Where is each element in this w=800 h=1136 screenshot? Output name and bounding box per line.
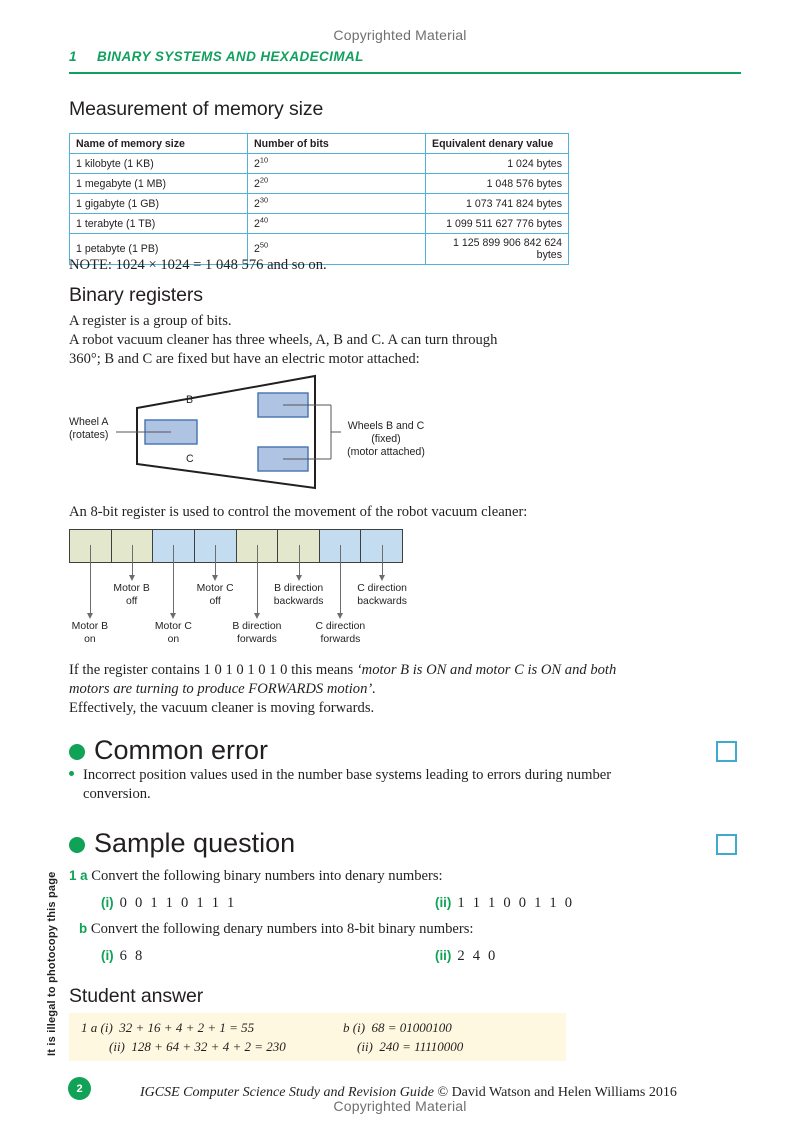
table-row bbox=[70, 154, 569, 174]
cell-number-of-bits: $2^{40}$ bbox=[248, 214, 426, 234]
registers-line-2: A robot vacuum cleaner has three wheels, A, B and C. A can turn through bbox=[69, 332, 498, 348]
callout-arrow-head-6 bbox=[296, 575, 302, 581]
watermark-top: Copyrighted Material bbox=[333, 27, 467, 43]
callout-arrow-head-4 bbox=[212, 575, 218, 581]
register-label-callouts bbox=[69, 529, 489, 649]
cell-memory-name: 1 kilobyte (1 KB) bbox=[70, 154, 248, 174]
callout-line2: forwards bbox=[320, 633, 361, 645]
page-number-badge: 2 bbox=[68, 1077, 91, 1100]
student-answer-a-ii: (ii) 128 + 64 + 32 + 4 + 2 = 230 bbox=[109, 1039, 286, 1054]
question-1b-ii bbox=[435, 946, 498, 966]
table-row bbox=[70, 214, 569, 234]
robot-vacuum-diagram bbox=[69, 368, 489, 496]
callout-arrow-head-5 bbox=[254, 613, 260, 619]
running-head bbox=[69, 49, 741, 64]
header-rule bbox=[69, 72, 741, 74]
question-1b bbox=[79, 919, 473, 939]
callout-line2: on bbox=[167, 633, 180, 645]
common-error-bullet-text: Incorrect position values used in the number base systems leading to errors during number conversion. bbox=[83, 767, 612, 802]
table-row bbox=[70, 194, 569, 214]
register-intro-text: An 8-bit register is used to control the movement of the robot vacuum cleaner: bbox=[69, 504, 528, 520]
sample-question-heading bbox=[69, 828, 295, 859]
common-error-bullet bbox=[69, 766, 649, 804]
student-answer-a-i: 1 a (i) 32 + 16 + 4 + 2 + 1 = 55 bbox=[81, 1020, 255, 1035]
register-callout-label-8 bbox=[327, 583, 437, 608]
callout-line2: forwards bbox=[236, 633, 277, 645]
wheel-b-letter: B bbox=[186, 394, 194, 406]
cell-denary-value: 1 024 bytes bbox=[426, 154, 569, 174]
exponent: 50 bbox=[259, 240, 269, 250]
register-callout-label-7 bbox=[285, 621, 395, 646]
common-error-checkbox[interactable] bbox=[716, 741, 737, 762]
callout-line2: off bbox=[209, 595, 221, 607]
photocopy-notice: It is illegal to photocopy this page bbox=[46, 871, 58, 1056]
callout-line2: on bbox=[84, 633, 96, 645]
registers-line-1: A register is a group of bits. bbox=[69, 313, 232, 329]
callout-line2: backwards bbox=[357, 595, 407, 607]
heading-student-answer: Student answer bbox=[69, 985, 204, 1007]
cell-number-of-bits: $2^{20}$ bbox=[248, 174, 426, 194]
callout-line2: backwards bbox=[273, 595, 324, 607]
sample-question-title: Sample question bbox=[94, 828, 296, 858]
meaning-prefix: If the register contains bbox=[69, 662, 204, 678]
column-header-name: Name of memory size bbox=[70, 134, 248, 154]
common-error-heading bbox=[69, 735, 268, 766]
question-part-b-text: Convert the following denary numbers into 8-bit binary numbers: bbox=[90, 921, 474, 937]
register-meaning-text bbox=[69, 661, 649, 718]
callout-arrow-line-2 bbox=[132, 545, 133, 575]
cell-denary-value: 1 073 741 824 bytes bbox=[426, 194, 569, 214]
callout-line2: off bbox=[125, 595, 138, 607]
wheels-bc-line2: (fixed) bbox=[371, 433, 401, 445]
wheel-a-label-line2: (rotates) bbox=[69, 429, 109, 441]
sample-question-checkbox[interactable] bbox=[716, 834, 737, 855]
callout-arrow-head-7 bbox=[337, 613, 343, 619]
registers-intro-text bbox=[69, 312, 629, 369]
heading-measurement-of-memory-size: Measurement of memory size bbox=[69, 98, 324, 120]
callout-line1: Motor B bbox=[113, 583, 150, 594]
heading-binary-registers: Binary registers bbox=[69, 284, 203, 306]
question-part-a-letter: a bbox=[80, 868, 88, 883]
cell-number-of-bits: $2^{10}$ bbox=[248, 154, 426, 174]
meaning-suffix: Effectively, the vacuum cleaner is moving forwards. bbox=[69, 700, 375, 716]
exponent: 40 bbox=[259, 214, 269, 224]
column-header-bits: Number of bits bbox=[248, 134, 426, 154]
note-line: NOTE: 1024 × 1024 = 1 048 576 and so on. bbox=[69, 257, 327, 273]
exponent: 30 bbox=[259, 194, 269, 204]
callout-arrow-head-2 bbox=[129, 575, 135, 581]
green-bullet-icon bbox=[69, 744, 85, 760]
cell-memory-name: 1 megabyte (1 MB) bbox=[70, 174, 248, 194]
footer-credit-rest: © David Watson and Helen Williams 2016 bbox=[433, 1085, 677, 1100]
callout-line1: C direction bbox=[357, 583, 407, 594]
chapter-number: 1 bbox=[69, 49, 77, 64]
table-row bbox=[70, 174, 569, 194]
column-header-denary: Equivalent denary value bbox=[426, 134, 569, 154]
cell-memory-name: 1 gigabyte (1 GB) bbox=[70, 194, 248, 214]
question-1b-ii-value: 2 4 0 bbox=[457, 948, 498, 964]
student-answer-box bbox=[69, 1013, 566, 1061]
cell-denary-value: 1 125 899 906 842 624 bytes bbox=[426, 234, 569, 265]
roman-i-label: (i) bbox=[101, 948, 114, 963]
question-1b-i bbox=[101, 946, 144, 966]
callout-line1: Motor B bbox=[71, 621, 109, 632]
callout-arrow-head-1 bbox=[87, 613, 93, 619]
student-answer-b-ii: (ii) 240 = 11110000 bbox=[357, 1039, 464, 1054]
question-1a-i-value: 0 0 1 1 0 1 1 1 bbox=[119, 895, 237, 911]
callout-line1: Motor C bbox=[196, 583, 234, 594]
question-part-b-letter: b bbox=[79, 921, 88, 936]
question-1a-ii bbox=[435, 893, 574, 913]
cell-number-of-bits: $2^{50}$ bbox=[248, 234, 426, 265]
meaning-middle: this means bbox=[287, 662, 357, 678]
meaning-quote: ‘motor B is ON and motor C is ON and both motors are turning to produce FORWARDS motion’. bbox=[69, 662, 617, 697]
wheels-bc-line1: Wheels B and C bbox=[347, 420, 425, 432]
cell-denary-value: 1 048 576 bytes bbox=[426, 174, 569, 194]
student-answer-b-i: b (i) 68 = 01000100 bbox=[343, 1020, 452, 1035]
callout-arrow-line-6 bbox=[299, 545, 300, 575]
question-1a-ii-value: 1 1 1 0 0 1 1 0 bbox=[457, 895, 575, 911]
wheels-bc-line3: (motor attached) bbox=[347, 446, 425, 458]
question-1a bbox=[69, 866, 443, 886]
wheel-a-label bbox=[69, 416, 139, 442]
callout-line1: B direction bbox=[232, 621, 282, 632]
meaning-binary: 1 0 1 0 1 0 1 0 bbox=[203, 662, 288, 678]
watermark-bottom: Copyrighted Material bbox=[333, 1098, 467, 1114]
callout-line1: B direction bbox=[274, 583, 324, 594]
exponent: 20 bbox=[259, 174, 269, 184]
callout-arrow-line-4 bbox=[215, 545, 216, 575]
roman-ii-label: (ii) bbox=[435, 948, 452, 963]
cell-denary-value: 1 099 511 627 776 bytes bbox=[426, 214, 569, 234]
memory-size-table bbox=[69, 133, 569, 265]
table-header-row bbox=[70, 134, 569, 154]
cell-number-of-bits: $2^{30}$ bbox=[248, 194, 426, 214]
question-1b-i-value: 6 8 bbox=[119, 948, 145, 964]
cell-memory-name: 1 terabyte (1 TB) bbox=[70, 214, 248, 234]
question-1a-i bbox=[101, 893, 237, 913]
cell-memory-name: 1 petabyte (1 PB) bbox=[70, 234, 248, 265]
footer-credit-title: IGCSE Computer Science Study and Revision Guide bbox=[140, 1085, 434, 1100]
question-part-a-text: Convert the following binary numbers into denary numbers: bbox=[91, 868, 443, 884]
callout-arrow-line-8 bbox=[382, 545, 383, 575]
wheel-c-letter: C bbox=[186, 453, 194, 465]
roman-i-label: (i) bbox=[101, 895, 114, 910]
footer-credit bbox=[140, 1085, 677, 1101]
green-bullet-icon bbox=[69, 837, 85, 853]
wheel-a-label-line1: Wheel A bbox=[69, 416, 109, 428]
chapter-title: BINARY SYSTEMS AND HEXADECIMAL bbox=[97, 49, 364, 64]
bullet-dot-icon bbox=[69, 771, 74, 776]
registers-line-3: 360°; B and C are fixed but have an electric motor attached: bbox=[69, 351, 420, 367]
roman-ii-label: (ii) bbox=[435, 895, 452, 910]
common-error-title: Common error bbox=[94, 735, 269, 765]
callout-arrow-head-8 bbox=[379, 575, 385, 581]
wheels-bc-label bbox=[326, 420, 446, 459]
exponent: 10 bbox=[259, 154, 269, 164]
callout-arrow-head-3 bbox=[170, 613, 176, 619]
callout-line1: Motor C bbox=[154, 621, 192, 632]
question-number: 1 bbox=[69, 868, 77, 883]
callout-line1: C direction bbox=[315, 621, 366, 632]
